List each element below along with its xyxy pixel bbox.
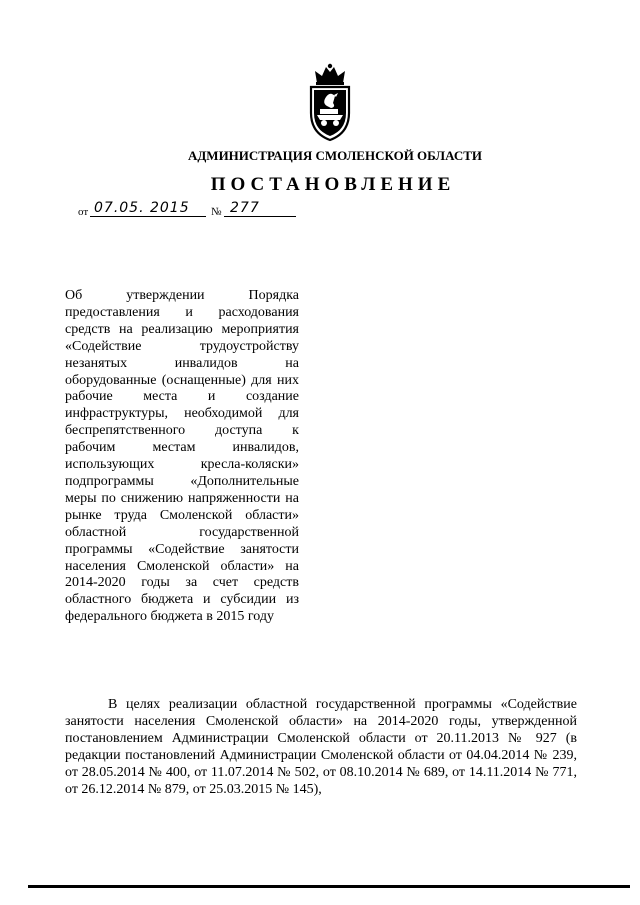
- handwritten-number: 277: [230, 200, 260, 216]
- date-underline: [90, 216, 206, 217]
- number-prefix: №: [211, 206, 222, 218]
- document-type-title: ПОСТАНОВЛЕНИЕ: [210, 174, 456, 195]
- date-prefix: от: [78, 206, 89, 218]
- preamble-text: В целях реализации областной государственной программы «Содействие занятости населения Смоленской области» на 2014-2020 годы, утвержденной постановлением Администрации Смоленской области от 20.11.2013 № 927 (в редакции постановлений Администрации Смоленской области от 04.04.2014 № 239, от 28.05.2014 № 400, от 11.07.2014 № 502, от 08.10.2014 № 689, от 14.11.2014 № 771, от 26.12.2014 № 879, от 25.03.2015 № 145),: [65, 697, 577, 797]
- number-underline: [224, 216, 296, 217]
- handwritten-date: 07.05. 2015: [94, 200, 190, 216]
- registration-line: [78, 200, 318, 220]
- document-subject: Об утверждении Порядка предоставления и расходования средств на реализацию мероприятия «Содействие трудоустройству незанятых инвалидов на оборудованные (оснащенные) для них рабочие места и создание инфраструктуры, необходимой для беспрепятственного доступа к рабочим местам инвалидов, использующих кресла-коляски» подпрограммы «Дополнительные меры по снижению напряженности на рынке труда Смоленской области» областной государственной программы «Содействие занятости населения Смоленской области» на 2014-2020 годы за счет средств областного бюджета и субсидии из федерального бюджета в 2015 году: [65, 288, 299, 625]
- organization-name: АДМИНИСТРАЦИЯ СМОЛЕНСКОЙ ОБЛАСТИ: [187, 148, 483, 163]
- coat-of-arms-icon: [300, 63, 360, 143]
- preamble-paragraph: [65, 696, 577, 798]
- page-bottom-border: [28, 885, 630, 888]
